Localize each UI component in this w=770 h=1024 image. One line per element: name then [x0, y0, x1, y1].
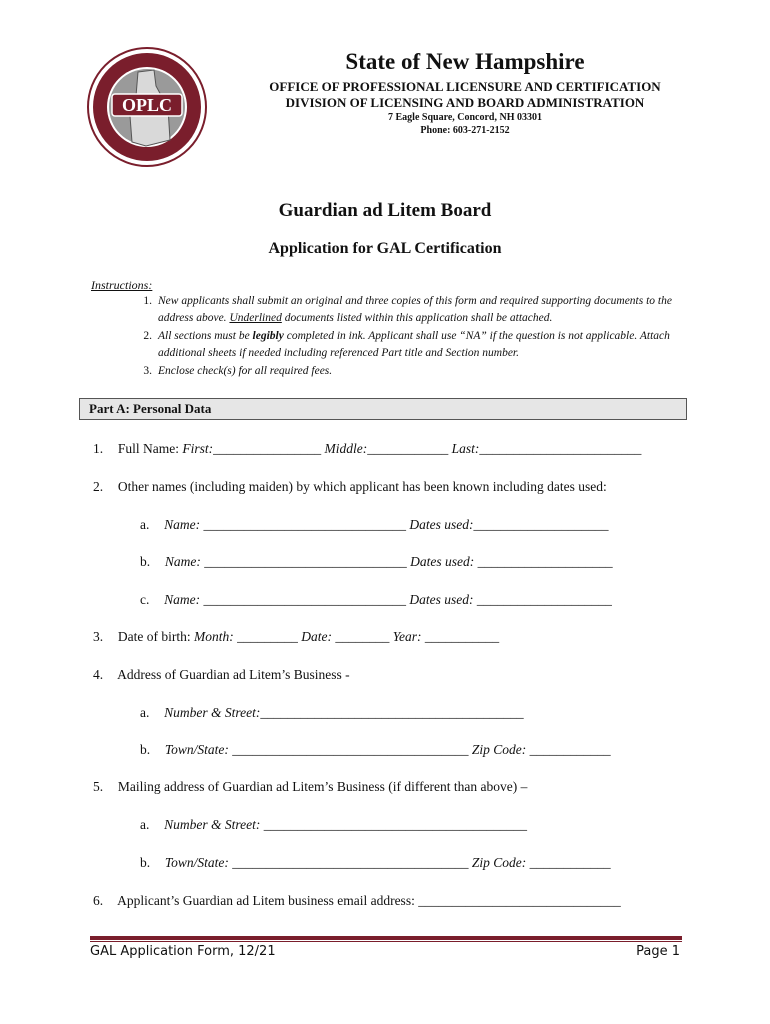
mailing-street-field[interactable]: Number & Street: _______________________________________ — [164, 817, 527, 832]
mailing-zip-field[interactable]: Zip Code: ____________ — [468, 855, 611, 870]
dates-used-field[interactable]: Dates used: ____________________ — [406, 554, 613, 569]
row-letter: b. — [140, 855, 151, 870]
first-name-field[interactable]: First:________________ — [182, 441, 322, 456]
instruction-number: 1. — [143, 295, 152, 307]
question-full-name — [93, 440, 641, 458]
state-title: State of New Hampshire — [345, 49, 585, 74]
middle-name-field[interactable]: Middle:____________ — [321, 441, 449, 456]
office-address: 7 Eagle Square, Concord, NH 03301 — [388, 112, 542, 123]
instruction-underlined: Underlined — [229, 312, 282, 324]
application-title: Application for GAL Certification — [268, 240, 502, 257]
division-name: DIVISION OF LICENSING AND BOARD ADMINISTRATION — [285, 95, 645, 110]
instructions-heading: Instructions: — [91, 278, 153, 292]
row-letter: a. — [140, 705, 150, 720]
question-number: 4. — [93, 667, 104, 682]
instruction-bold: legibly — [252, 330, 284, 342]
instruction-text: Enclose check(s) for all required fees. — [158, 365, 333, 377]
question-label: Mailing address of Guardian ad Litem’s Business (if different than above) – — [117, 779, 528, 794]
mailing-town-row — [140, 854, 611, 872]
birth-month-field[interactable]: Month: _________ — [193, 629, 298, 644]
mailing-street-row — [140, 816, 527, 834]
instruction-item — [136, 328, 696, 362]
office-phone: Phone: 603-271-2152 — [420, 125, 510, 136]
footer-page-number: Page 1 — [636, 944, 680, 959]
other-name-row — [140, 516, 609, 534]
part-a-header — [79, 398, 687, 420]
question-number: 5. — [93, 779, 104, 794]
mailing-town-field[interactable]: Town/State: ___________________________________ — [164, 855, 469, 870]
footer-form-name: GAL Application Form, 12/21 — [90, 944, 276, 959]
business-email-field[interactable]: Applicant’s Guardian ad Litem business email address: ______________________________ — [117, 893, 621, 908]
question-number: 1. — [93, 441, 104, 456]
instruction-text: documents listed within this application shall be attached. — [281, 312, 553, 324]
business-town-field[interactable]: Town/State: ___________________________________ — [164, 742, 469, 757]
question-business-address — [93, 666, 350, 684]
other-name-field[interactable]: Name: ______________________________ — [164, 517, 406, 532]
row-letter: a. — [140, 817, 150, 832]
oplc-logo — [86, 46, 208, 168]
instruction-number: 3. — [143, 365, 152, 377]
last-name-field[interactable]: Last:________________________ — [448, 441, 642, 456]
instruction-text: New applicants shall submit an original and three copies of this form and required supporting documents to the address above. — [158, 295, 672, 324]
dates-used-field[interactable]: Dates used:____________________ — [406, 517, 609, 532]
instruction-number: 2. — [143, 330, 152, 342]
row-letter: a. — [140, 517, 150, 532]
part-a-title: Part A: Personal Data — [89, 401, 212, 416]
dates-used-field[interactable]: Dates used: ____________________ — [406, 592, 612, 607]
board-title: Guardian ad Litem Board — [278, 200, 492, 221]
row-letter: b. — [140, 554, 151, 569]
question-date-of-birth — [93, 628, 499, 646]
oplc-seal-icon — [86, 46, 208, 168]
business-town-row — [140, 741, 611, 759]
business-street-row — [140, 704, 524, 722]
question-business-email — [93, 892, 621, 910]
business-street-field[interactable]: Number & Street:_______________________________________ — [164, 705, 524, 720]
row-letter: b. — [140, 742, 151, 757]
other-name-field[interactable]: Name: ______________________________ — [164, 554, 407, 569]
question-label: Date of birth: — [117, 629, 194, 644]
other-name-row — [140, 591, 612, 609]
question-label: Full Name: — [117, 441, 183, 456]
office-name: OFFICE OF PROFESSIONAL LICENSURE AND CERTIFICATION — [269, 79, 661, 94]
question-label: Address of Guardian ad Litem’s Business - — [117, 667, 350, 682]
birth-date-field[interactable]: Date: ________ — [297, 629, 390, 644]
logo-text: OPLC — [121, 95, 173, 115]
question-other-names — [93, 478, 607, 496]
other-name-field[interactable]: Name: ______________________________ — [164, 592, 406, 607]
instruction-text: All sections must be — [158, 330, 253, 342]
row-letter: c. — [140, 592, 150, 607]
footer-rule — [90, 936, 682, 940]
question-number: 6. — [93, 893, 104, 908]
question-number: 2. — [93, 479, 104, 494]
question-mailing-address — [93, 778, 527, 796]
question-number: 3. — [93, 629, 104, 644]
other-name-row — [140, 553, 613, 571]
footer-rule-thin — [90, 941, 682, 942]
instruction-item — [136, 293, 696, 327]
instruction-item — [136, 363, 696, 380]
birth-year-field[interactable]: Year: ___________ — [389, 629, 500, 644]
instruction-text: completed in ink. Applicant shall use “NA” if the question is not applicable. Attach additional sheets if needed including referenced Part title and Section number. — [158, 330, 670, 359]
question-label: Other names (including maiden) by which applicant has been known including dates used: — [117, 479, 607, 494]
business-zip-field[interactable]: Zip Code: ____________ — [468, 742, 611, 757]
